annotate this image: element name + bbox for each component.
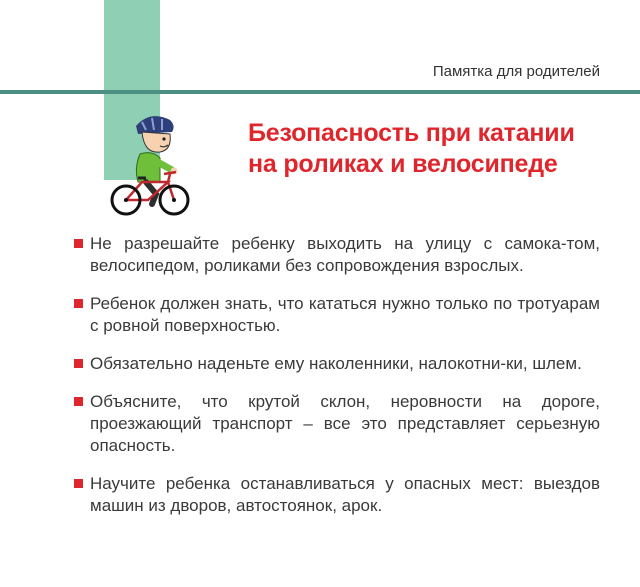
red-square-bullet-icon [74, 239, 83, 248]
child-on-bicycle-icon [108, 108, 192, 218]
red-square-bullet-icon [74, 299, 83, 308]
rule-text: Объясните, что крутой склон, неровности на дороге, проезжающий транспорт – все это представляет серьезную опасность. [90, 392, 600, 455]
rule-text: Научите ребенка останавливаться у опасных мест: выездов машин из дворов, автостоянок, арок. [90, 474, 600, 515]
document-subtitle: Памятка для родителей [432, 63, 600, 80]
rule-text: Не разрешайте ребенку выходить на улицу с самока-том, велосипедом, роликами без сопровождения взрослых. [90, 234, 600, 275]
rule-text: Обязательно наденьте ему наколенники, налокотни-ки, шлем. [90, 354, 582, 373]
list-item [74, 233, 600, 277]
red-square-bullet-icon [74, 479, 83, 488]
list-item [74, 353, 600, 375]
list-item [74, 473, 600, 517]
red-square-bullet-icon [74, 359, 83, 368]
list-item [74, 293, 600, 337]
list-item [74, 391, 600, 457]
title-line-2: на роликах и велосипеде [248, 150, 558, 178]
title-line-1: Безопасность при катании [248, 119, 575, 147]
document-title [248, 118, 575, 180]
red-square-bullet-icon [74, 397, 83, 406]
header-rule [0, 90, 640, 94]
safety-rules-list [74, 233, 600, 533]
rule-text: Ребенок должен знать, что кататься нужно только по тротуарам с ровной поверхностью. [90, 294, 600, 335]
